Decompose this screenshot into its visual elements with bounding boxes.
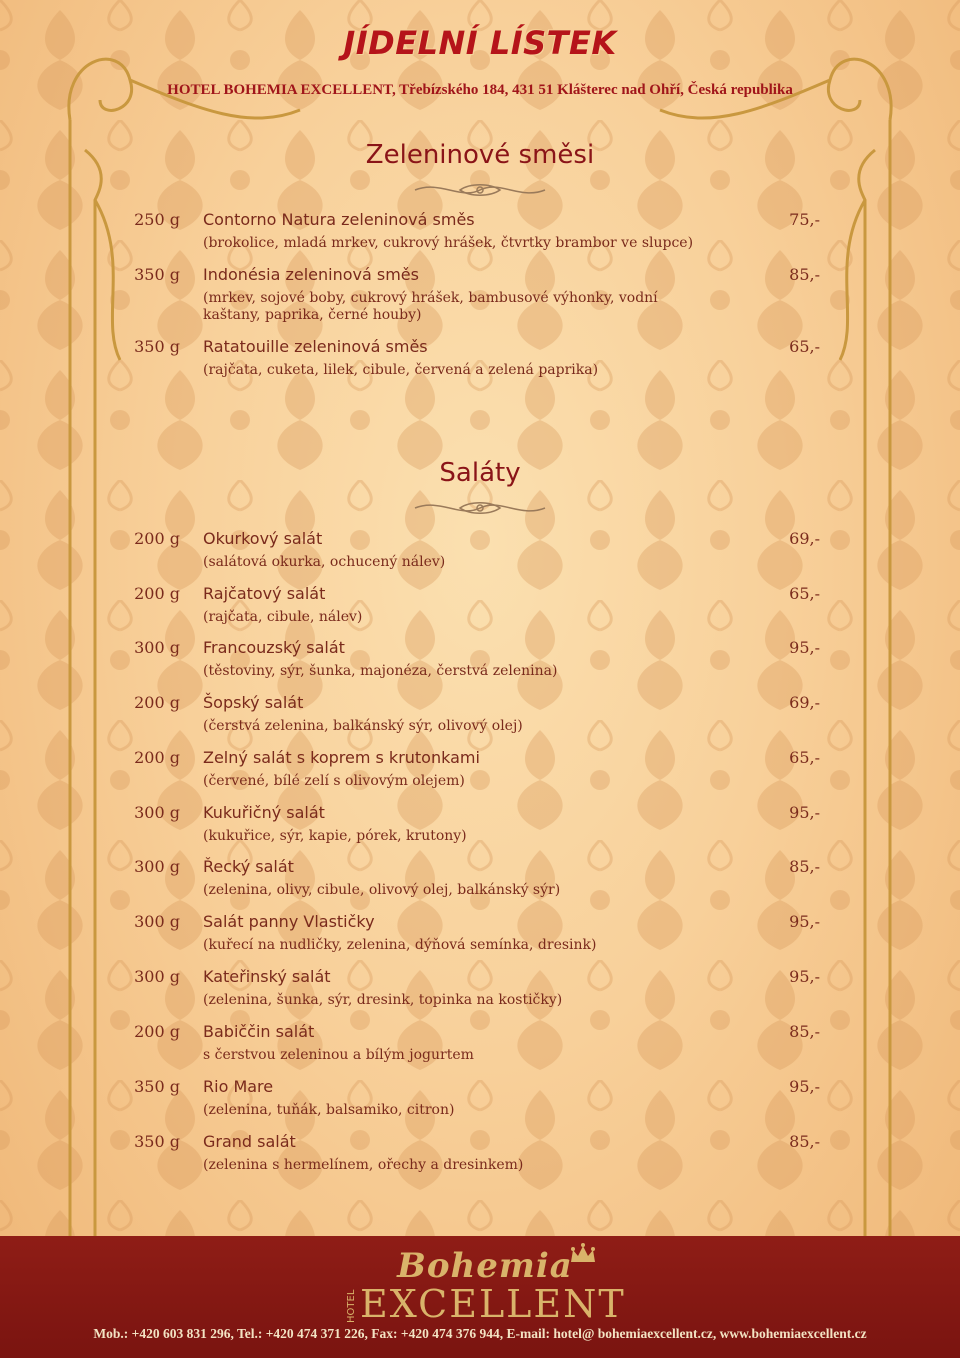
item-name: Šopský salát bbox=[203, 693, 304, 712]
section-title-vegetable-mixes: Zeleninové směsi bbox=[365, 140, 595, 170]
item-description: s čerstvou zeleninou a bílým jogurtem bbox=[203, 1047, 474, 1063]
item-description: (kukuřice, sýr, kapie, pórek, krutony) bbox=[203, 828, 467, 844]
item-description: (zelenina, tuňák, balsamiko, citron) bbox=[203, 1102, 455, 1118]
hotel-logo bbox=[340, 1238, 630, 1328]
divider-ornament-icon bbox=[410, 498, 550, 518]
hotel-address: HOTEL BOHEMIA EXCELLENT, Třebízského 184, 431 51 Klášterec nad Ohří, Česká republika bbox=[167, 82, 793, 98]
item-price: 75,- bbox=[789, 210, 820, 229]
menu-item bbox=[0, 803, 960, 853]
menu-item bbox=[0, 638, 960, 688]
item-price: 95,- bbox=[789, 638, 820, 657]
menu-item bbox=[0, 967, 960, 1017]
item-price: 85,- bbox=[789, 857, 820, 876]
item-name: Francouzský salát bbox=[203, 638, 345, 657]
item-price: 95,- bbox=[789, 803, 820, 822]
item-weight: 350 g bbox=[134, 337, 180, 356]
item-description: (kuřecí na nudličky, zelenina, dýňová semínka, dresink) bbox=[203, 937, 597, 953]
item-price: 85,- bbox=[789, 1022, 820, 1041]
item-price: 85,- bbox=[789, 1132, 820, 1151]
item-description: (červené, bílé zelí s olivovým olejem) bbox=[203, 773, 465, 789]
section-title-salads: Saláty bbox=[439, 458, 521, 488]
item-weight: 200 g bbox=[134, 693, 180, 712]
logo-bohemia-text: Bohemia bbox=[397, 1246, 573, 1286]
item-weight: 300 g bbox=[134, 638, 180, 657]
item-price: 95,- bbox=[789, 1077, 820, 1096]
item-name: Rajčatový salát bbox=[203, 584, 326, 603]
item-name: Zelný salát s koprem s krutonkami bbox=[203, 748, 480, 767]
item-name: Řecký salát bbox=[203, 857, 294, 876]
menu-item bbox=[0, 912, 960, 962]
item-name: Kukuřičný salát bbox=[203, 803, 325, 822]
item-name: Grand salát bbox=[203, 1132, 296, 1151]
item-name: Okurkový salát bbox=[203, 529, 323, 548]
item-price: 85,- bbox=[789, 265, 820, 284]
item-weight: 350 g bbox=[134, 1132, 180, 1151]
item-name: Ratatouille zeleninová směs bbox=[203, 337, 428, 356]
menu-item bbox=[0, 1077, 960, 1127]
menu-item bbox=[0, 748, 960, 798]
menu-title: JÍDELNÍ LÍSTEK bbox=[343, 24, 617, 62]
item-description: (salátová okurka, ochucený nálev) bbox=[203, 554, 446, 570]
item-weight: 300 g bbox=[134, 857, 180, 876]
footer-contact: Mob.: +420 603 831 296, Tel.: +420 474 371 226, Fax: +420 474 376 944, E-mail: hotel@ bohemiaexcellent.cz, www.bohemiaexcellent.cz bbox=[93, 1326, 867, 1341]
item-name: Contorno Natura zeleninová směs bbox=[203, 210, 475, 229]
item-weight: 350 g bbox=[134, 1077, 180, 1096]
item-name: Rio Mare bbox=[203, 1077, 274, 1096]
menu-item bbox=[0, 584, 960, 634]
item-price: 65,- bbox=[789, 337, 820, 356]
item-name: Kateřinský salát bbox=[203, 967, 331, 986]
divider-ornament-icon bbox=[410, 180, 550, 200]
menu-item bbox=[0, 693, 960, 743]
item-weight: 350 g bbox=[134, 265, 180, 284]
item-weight: 250 g bbox=[134, 210, 180, 229]
item-weight: 200 g bbox=[134, 748, 180, 767]
item-price: 95,- bbox=[789, 912, 820, 931]
item-weight: 200 g bbox=[134, 584, 180, 603]
item-description: (zelenina s hermelínem, ořechy a dresinkem) bbox=[203, 1157, 524, 1173]
menu-item bbox=[0, 529, 960, 579]
item-price: 65,- bbox=[789, 584, 820, 603]
menu-item bbox=[0, 210, 960, 260]
item-price: 95,- bbox=[789, 967, 820, 986]
item-price: 69,- bbox=[789, 529, 820, 548]
item-price: 65,- bbox=[789, 748, 820, 767]
item-weight: 200 g bbox=[134, 529, 180, 548]
item-weight: 300 g bbox=[134, 912, 180, 931]
menu-item bbox=[0, 337, 960, 387]
item-description: (rajčata, cuketa, lilek, cibule, červená a zelená paprika) bbox=[203, 362, 599, 378]
item-name: Indonésia zeleninová směs bbox=[203, 265, 419, 284]
item-name: Salát panny Vlastičky bbox=[203, 912, 375, 931]
menu-item bbox=[0, 1132, 960, 1182]
item-description: (zelenina, olivy, cibule, olivový olej, balkánský sýr) bbox=[203, 882, 561, 898]
item-description: (zelenina, šunka, sýr, dresink, topinka na kostičky) bbox=[203, 992, 563, 1008]
item-description: (brokolice, mladá mrkev, cukrový hrášek, čtvrtky brambor ve slupce) bbox=[203, 235, 694, 251]
item-price: 69,- bbox=[789, 693, 820, 712]
logo-excellent-text: EXCELLENT bbox=[360, 1282, 626, 1326]
logo-hotel-text: HOTEL bbox=[346, 1289, 357, 1323]
item-name: Babiččin salát bbox=[203, 1022, 315, 1041]
menu-item bbox=[0, 857, 960, 907]
item-weight: 300 g bbox=[134, 803, 180, 822]
item-description: (těstoviny, sýr, šunka, majonéza, čerstvá zelenina) bbox=[203, 663, 558, 679]
item-weight: 300 g bbox=[134, 967, 180, 986]
item-weight: 200 g bbox=[134, 1022, 180, 1041]
item-description: (čerstvá zelenina, balkánský sýr, olivový olej) bbox=[203, 718, 523, 734]
menu-item bbox=[0, 1022, 960, 1072]
item-description: (mrkev, sojové boby, cukrový hrášek, bambusové výhonky, vodní kaštany, paprika, černé houby) bbox=[203, 290, 658, 323]
item-description: (rajčata, cibule, nálev) bbox=[203, 609, 363, 625]
menu-item bbox=[0, 265, 960, 323]
